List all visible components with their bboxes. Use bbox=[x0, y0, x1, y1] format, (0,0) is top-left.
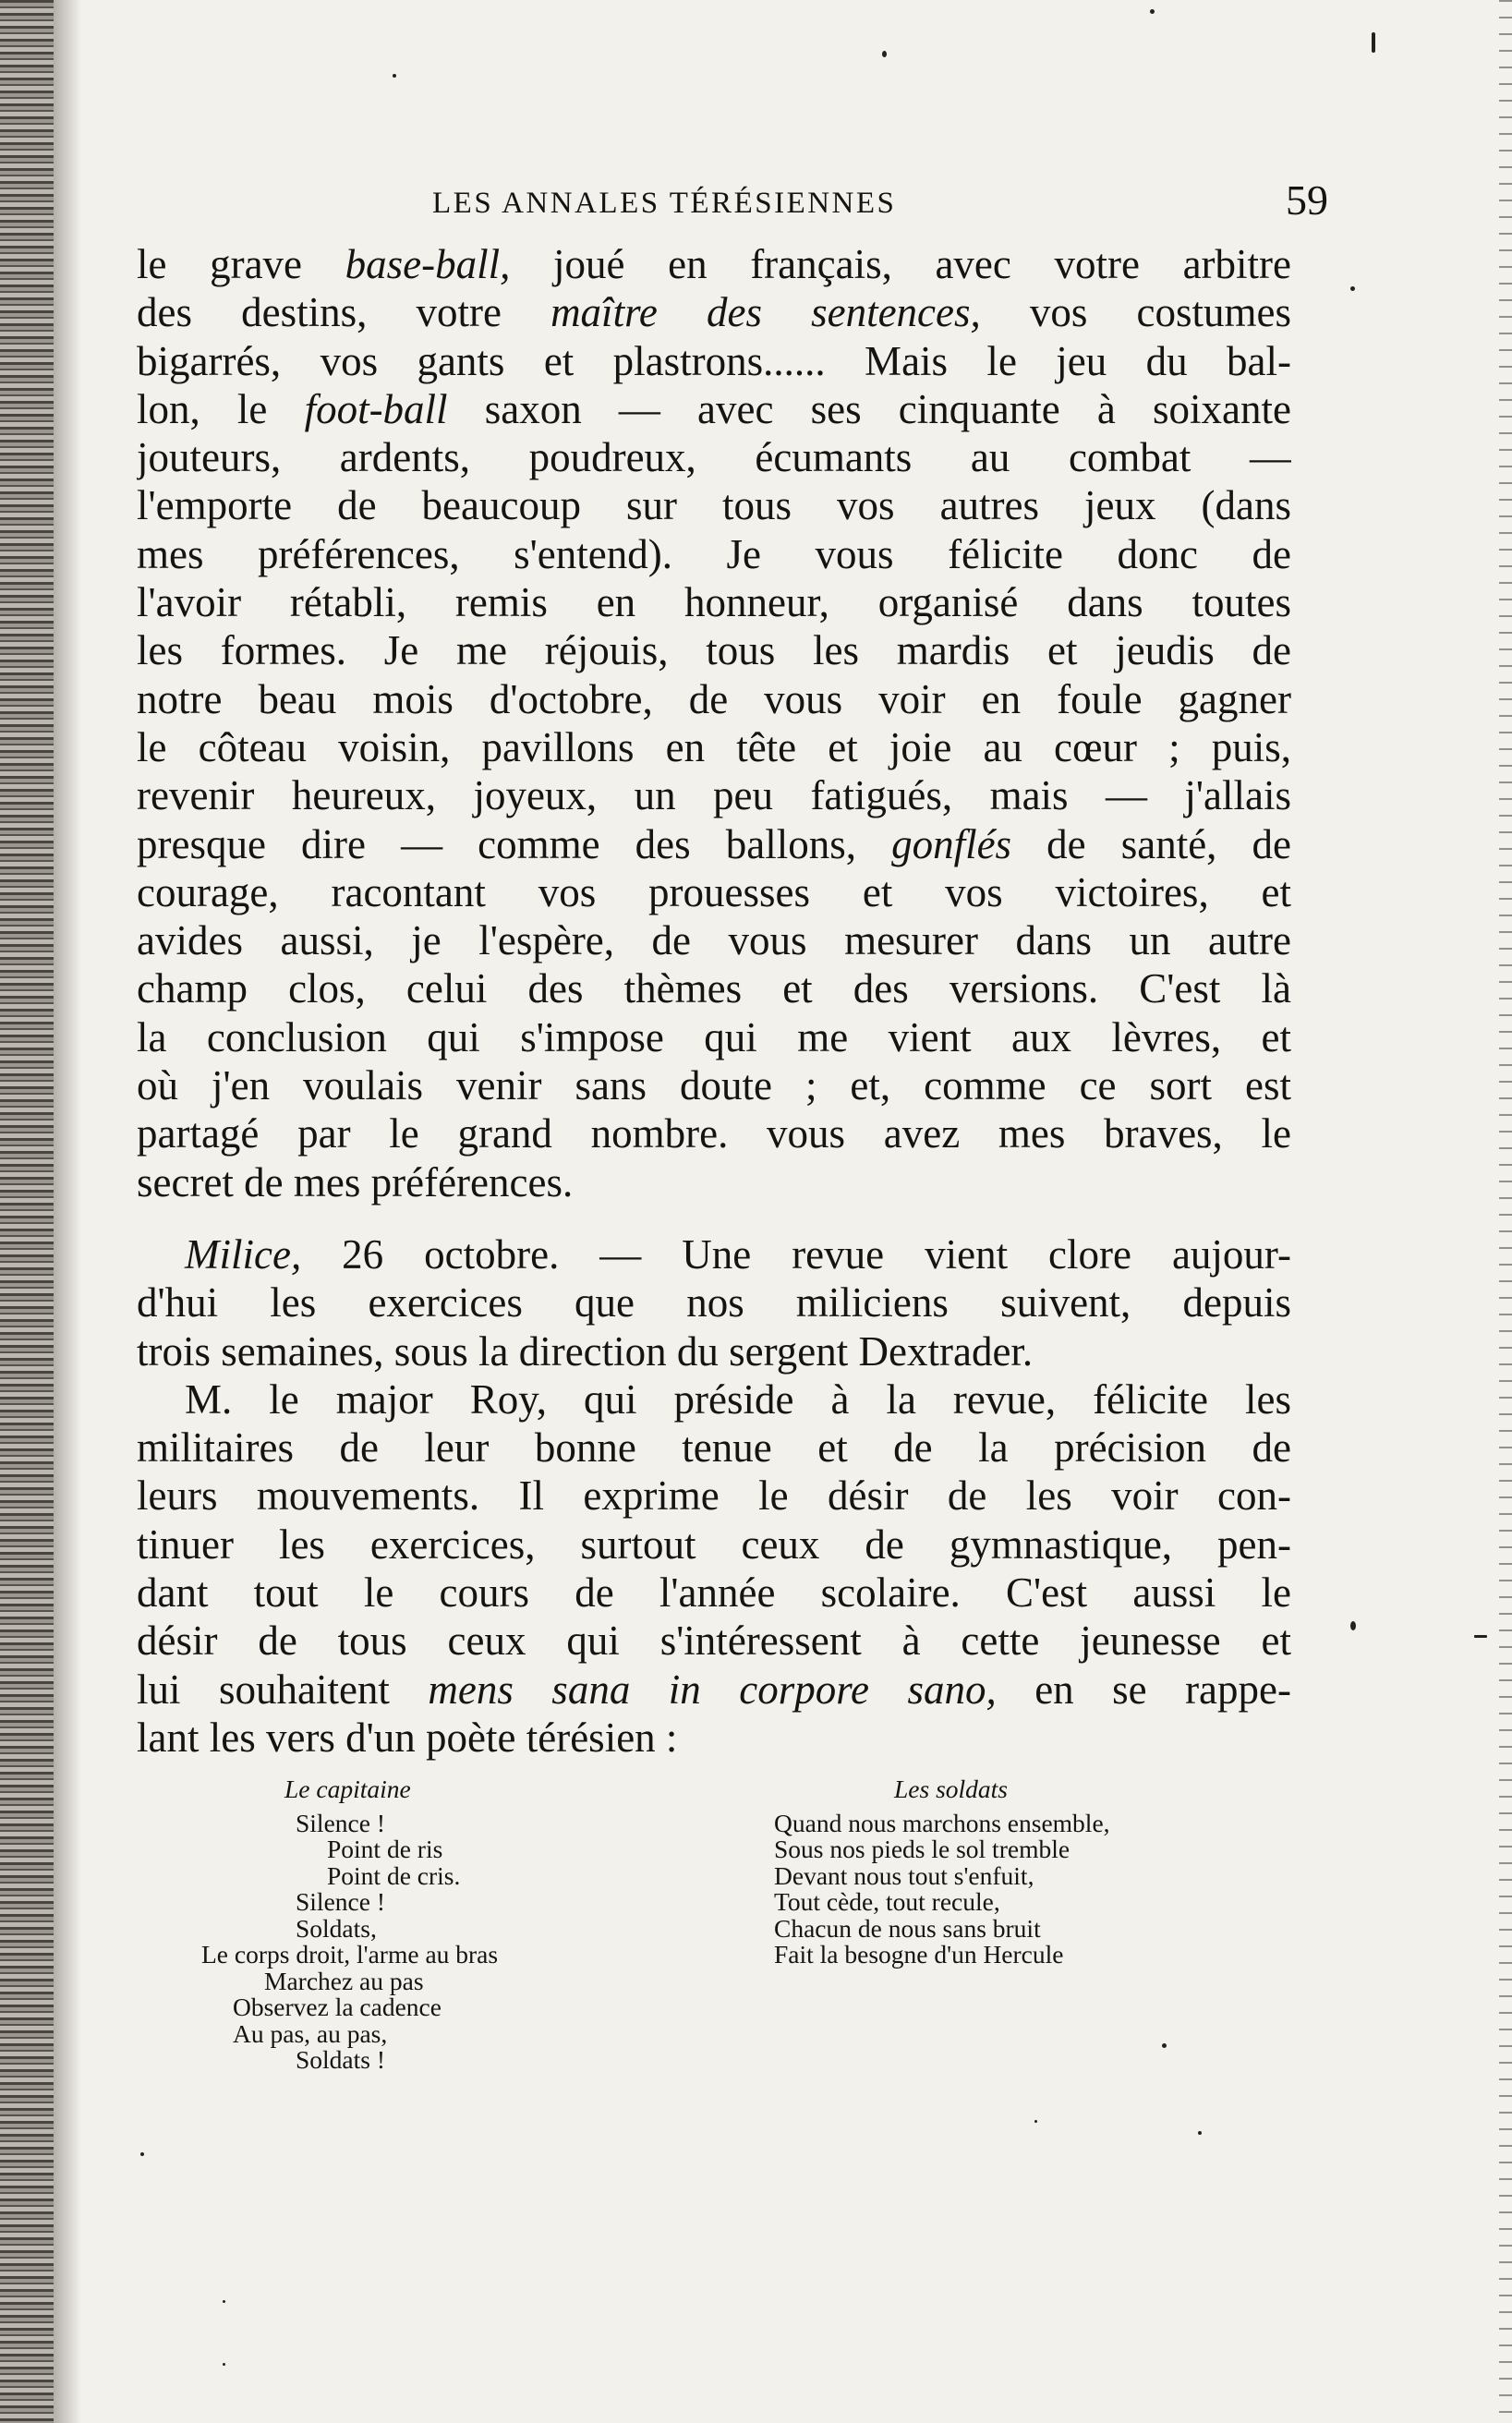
scan-speck bbox=[1372, 32, 1375, 53]
page-number: 59 bbox=[1286, 176, 1328, 224]
text-line: leurs mouvements. Il exprime le désir de les voir con- bbox=[137, 1472, 1291, 1520]
verse-line: Quand nous marchons ensemble, bbox=[774, 1808, 1110, 1837]
text-line: revenir heureux, joyeux, un peu fatigués, mais — j'allais bbox=[137, 772, 1291, 819]
verse-line: Au pas, au pas, bbox=[233, 2018, 388, 2048]
text-line: partagé par le grand nombre. vous avez mes braves, le bbox=[137, 1110, 1291, 1157]
verse-lines bbox=[774, 1808, 1291, 1969]
text-line: secret de mes préférences. bbox=[137, 1158, 574, 1205]
text-line: notre beau mois d'octobre, de vous voir en foule gagner bbox=[137, 675, 1291, 722]
text-line: jouteurs, ardents, poudreux, écumants au combat — bbox=[137, 434, 1291, 481]
text-line: bigarrés, vos gants et plastrons...... Mais le jeu du bal- bbox=[137, 337, 1291, 384]
text-line: militaires de leur bonne tenue et de la précision de bbox=[137, 1424, 1291, 1472]
verse-line: Observez la cadence bbox=[233, 1993, 442, 2022]
verse-lines bbox=[201, 1808, 719, 2075]
scanned-right-edge bbox=[1499, 0, 1512, 2423]
text-line: lui souhaitent mens sana in corpore sano, en se rappe- bbox=[137, 1666, 1291, 1713]
scan-speck bbox=[1350, 286, 1355, 291]
text-line: dant tout le cours de l'année scolaire. C'est aussi le bbox=[137, 1569, 1291, 1617]
verse-column-soldats bbox=[774, 1776, 1291, 1969]
text-line: lon, le foot-ball saxon — avec ses cinquante à soixante bbox=[137, 385, 1291, 432]
verse-line: Silence ! bbox=[296, 1808, 385, 1837]
verse-line: Marchez au pas bbox=[264, 1966, 424, 1995]
text-line: trois semaines, sous la direction du sergent Dextrader. bbox=[137, 1327, 1034, 1375]
verse-block bbox=[137, 1776, 1291, 2146]
text-line: désir de tous ceux qui s'intéressent à cette jeunesse et bbox=[137, 1617, 1291, 1665]
scanned-binding-edge bbox=[0, 0, 54, 2423]
text-line: champ clos, celui des thèmes et des versions. C'est là bbox=[137, 965, 1291, 1012]
running-head bbox=[137, 176, 1328, 240]
verse-line: Soldats ! bbox=[296, 2045, 386, 2075]
text-line: l'avoir rétabli, remis en honneur, organisé dans toutes bbox=[137, 579, 1291, 626]
text-line: des destins, votre maître des sentences, vos costumes bbox=[137, 289, 1291, 336]
text-line: le grave base-ball, joué en français, avec votre arbitre bbox=[137, 241, 1291, 287]
text-line: courage, racontant vos prouesses et vos victoires, et bbox=[137, 868, 1291, 915]
verse-line: Soldats, bbox=[296, 1913, 377, 1943]
text-line: la conclusion qui s'impose qui me vient aux lèvres, et bbox=[137, 1013, 1291, 1060]
text-line: d'hui les exercices que nos miliciens suivent, depuis bbox=[137, 1279, 1291, 1327]
italic-term: mens sana in corpore sano, bbox=[428, 1666, 997, 1713]
verse-heading: Les soldats bbox=[894, 1775, 1009, 1804]
text-line: lant les vers d'un poète térésien : bbox=[137, 1714, 678, 1761]
scan-speck bbox=[1150, 9, 1155, 14]
paragraph-milice bbox=[137, 1230, 1291, 1375]
book-page bbox=[137, 176, 1328, 2146]
scan-speck bbox=[1474, 1635, 1487, 1638]
text-line: mes préférences, s'entend). Je vous félicite donc de bbox=[137, 530, 1291, 577]
scan-speck bbox=[882, 51, 887, 57]
paragraph-sports bbox=[137, 240, 1291, 1206]
verse-line: Point de cris. bbox=[327, 1860, 461, 1890]
verse-line: Sous nos pieds le sol tremble bbox=[774, 1835, 1070, 1864]
running-head-title: LES ANNALES TÉRÉSIENNES bbox=[432, 187, 897, 220]
scan-speck bbox=[1350, 1621, 1356, 1630]
scan-speck bbox=[393, 74, 396, 78]
paragraph-gap bbox=[137, 1206, 1300, 1230]
text-line: où j'en voulais venir sans doute ; et, comme ce sort est bbox=[137, 1062, 1291, 1109]
text-line: tinuer les exercices, surtout ceux de gymnastique, pen- bbox=[137, 1520, 1291, 1568]
italic-term: gonflés bbox=[891, 820, 1012, 867]
verse-heading: Le capitaine bbox=[284, 1775, 411, 1804]
text-line: l'emporte de beaucoup sur tous vos autres jeux (dans bbox=[137, 482, 1291, 529]
verse-line: Silence ! bbox=[296, 1887, 385, 1917]
verse-column-capitaine bbox=[201, 1776, 719, 2074]
verse-line: Tout cède, tout recule, bbox=[774, 1887, 1000, 1917]
italic-term: base-ball, bbox=[345, 241, 511, 287]
text-line: M. le major Roy, qui préside à la revue, félicite les bbox=[185, 1375, 1291, 1423]
paragraph-revue bbox=[137, 1375, 1291, 1762]
verse-line: Chacun de nous sans bruit bbox=[774, 1913, 1041, 1943]
binding-shadow bbox=[54, 0, 81, 2423]
text-line: Milice, 26 octobre. — Une revue vient clore aujour- bbox=[185, 1230, 1291, 1278]
italic-term: maître des sentences, bbox=[550, 289, 981, 336]
text-line: presque dire — comme des ballons, gonflés de santé, de bbox=[137, 820, 1291, 867]
scan-speck bbox=[140, 2152, 144, 2156]
verse-line: Devant nous tout s'enfuit, bbox=[774, 1860, 1034, 1890]
italic-term: Milice, bbox=[185, 1230, 302, 1278]
text-line: avides aussi, je l'espère, de vous mesurer dans un autre bbox=[137, 917, 1291, 964]
scan-speck bbox=[223, 2363, 225, 2366]
italic-term: foot-ball bbox=[304, 385, 448, 432]
scan-speck bbox=[223, 2300, 225, 2303]
verse-line: Le corps droit, l'arme au bras bbox=[201, 1940, 499, 1969]
verse-line: Point de ris bbox=[327, 1835, 443, 1864]
verse-line: Fait la besogne d'un Hercule bbox=[774, 1940, 1064, 1969]
text-line: le côteau voisin, pavillons en tête et joie au cœur ; puis, bbox=[137, 723, 1291, 770]
text-line: les formes. Je me réjouis, tous les mardis et jeudis de bbox=[137, 627, 1291, 674]
